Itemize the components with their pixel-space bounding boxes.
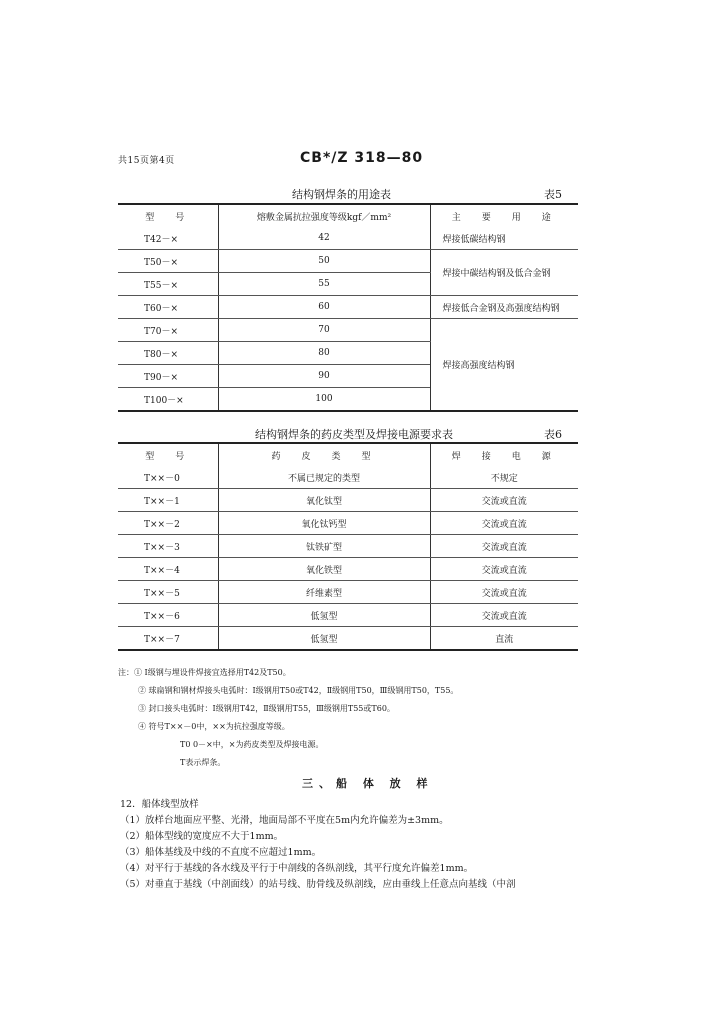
table6-model: T××－7: [118, 627, 218, 651]
table5-use: 焊接中碳结构钢及低合金钢: [430, 250, 578, 296]
table6-coating: 氧化铁型: [218, 558, 430, 581]
table6-header-coating: 药 皮 类 型: [218, 443, 430, 466]
table-row: [118, 227, 578, 250]
table-row: [118, 535, 578, 558]
table6-power: 交流或直流: [430, 535, 578, 558]
table-row: [118, 604, 578, 627]
table-row: [118, 296, 578, 319]
table5-strength: 90: [218, 365, 430, 388]
table6-model: T××－5: [118, 581, 218, 604]
table5-model: T100－×: [118, 388, 218, 412]
table5-strength: 100: [218, 388, 430, 412]
table6-model: T××－4: [118, 558, 218, 581]
note-line: ② 球扁钢和钢材焊接头电弧时：Ⅰ级钢用T50或T42，Ⅱ级钢用T50，Ⅲ级钢用T50，T55。: [138, 686, 459, 695]
section-title: 三、船 体 放 样: [302, 777, 434, 790]
table5-model: T42－×: [118, 227, 218, 250]
table6-power: 交流或直流: [430, 512, 578, 535]
table6-coating: 钛铁矿型: [218, 535, 430, 558]
table6-power: 交流或直流: [430, 558, 578, 581]
table5-caption: 结构钢焊条的用途表: [292, 188, 391, 201]
table6-coating: 低氢型: [218, 627, 430, 651]
table6-coating: 低氢型: [218, 604, 430, 627]
table5-use: 焊接低碳结构钢: [430, 227, 578, 250]
table5-number: 表5: [544, 188, 562, 201]
section-item: （1）放样台地面应平整、光滑，地面局部不平度在5m内允许偏差为±3mm。: [120, 815, 449, 826]
table-notes: [118, 664, 458, 772]
note-line: T表示焊条。: [180, 758, 226, 767]
table6-power: 不规定: [430, 466, 578, 489]
table5-model: T60－×: [118, 296, 218, 319]
table5-header-strength: 熔敷金属抗拉强度等级kgf／mm²: [218, 204, 430, 227]
table5-strength: 70: [218, 319, 430, 342]
table6-model: T××－6: [118, 604, 218, 627]
table5-strength: 55: [218, 273, 430, 296]
note-line: T0 0－×中，×为药皮类型及焊接电源。: [180, 740, 324, 749]
table6-coating: 氧化钛型: [218, 489, 430, 512]
table6-header-model: 型 号: [118, 443, 218, 466]
table-row: [118, 319, 578, 342]
table6-coating: 纤维素型: [218, 581, 430, 604]
table6-header-power: 焊 接 电 源: [430, 443, 578, 466]
table-row: [118, 489, 578, 512]
table6-coating: 氧化钛钙型: [218, 512, 430, 535]
section-item: （2）船体型线的宽度应不大于1mm。: [120, 831, 284, 842]
table5-model: T90－×: [118, 365, 218, 388]
table5-strength: 80: [218, 342, 430, 365]
table5-header-use: 主 要 用 途: [430, 204, 578, 227]
section-item: （4）对平行于基线的各水线及平行于中剖线的各纵剖线，其平行度允许偏差1mm。: [120, 863, 474, 874]
note-line: ④ 符号T××－0中，××为抗拉强度等级。: [138, 722, 290, 731]
table6-coating: 不属已规定的类型: [218, 466, 430, 489]
table-row: [118, 627, 578, 651]
table6-model: T××－3: [118, 535, 218, 558]
section-subheading: 12．船体线型放样: [120, 799, 199, 810]
table5-use: 焊接高强度结构钢: [430, 319, 578, 412]
table5-model: T55－×: [118, 273, 218, 296]
table6-power: 交流或直流: [430, 489, 578, 512]
page-info: 共15页第4页: [118, 156, 175, 166]
table6-number: 表6: [544, 428, 562, 441]
table5-model: T70－×: [118, 319, 218, 342]
note-line: ③ 封口接头电弧时：Ⅰ级钢用T42，Ⅱ级钢用T55，Ⅲ级钢用T55或T60。: [138, 704, 395, 713]
table6-power: 直流: [430, 627, 578, 651]
table-row: [118, 581, 578, 604]
table-row: [118, 512, 578, 535]
section-item: （5）对垂直于基线（中剖面线）的站号线、肋骨线及纵剖线，应由垂线上任意点向基线（中剖: [120, 879, 516, 890]
table5-model: T50－×: [118, 250, 218, 273]
table6: [118, 442, 578, 651]
table6-model: T××－2: [118, 512, 218, 535]
standard-code: CB*/Z 318—80: [300, 150, 424, 166]
table6-power: 交流或直流: [430, 581, 578, 604]
table-row: [118, 558, 578, 581]
table5-strength: 60: [218, 296, 430, 319]
table5-strength: 42: [218, 227, 430, 250]
section-body: [120, 797, 516, 893]
section-item: （3）船体基线及中线的不直度不应超过1mm。: [120, 847, 322, 858]
table5-use: 焊接低合金钢及高强度结构钢: [430, 296, 578, 319]
table6-caption: 结构钢焊条的药皮类型及焊接电源要求表: [255, 428, 453, 441]
table5-header-model: 型 号: [118, 204, 218, 227]
table6-power: 交流或直流: [430, 604, 578, 627]
table5-model: T80－×: [118, 342, 218, 365]
table5: [118, 203, 578, 412]
table-row: [118, 466, 578, 489]
note-line: 注：① Ⅰ级钢与埋设件焊接宜选择用T42及T50。: [118, 668, 291, 677]
table6-model: T××－0: [118, 466, 218, 489]
table-row: [118, 250, 578, 273]
table5-strength: 50: [218, 250, 430, 273]
table6-model: T××－1: [118, 489, 218, 512]
